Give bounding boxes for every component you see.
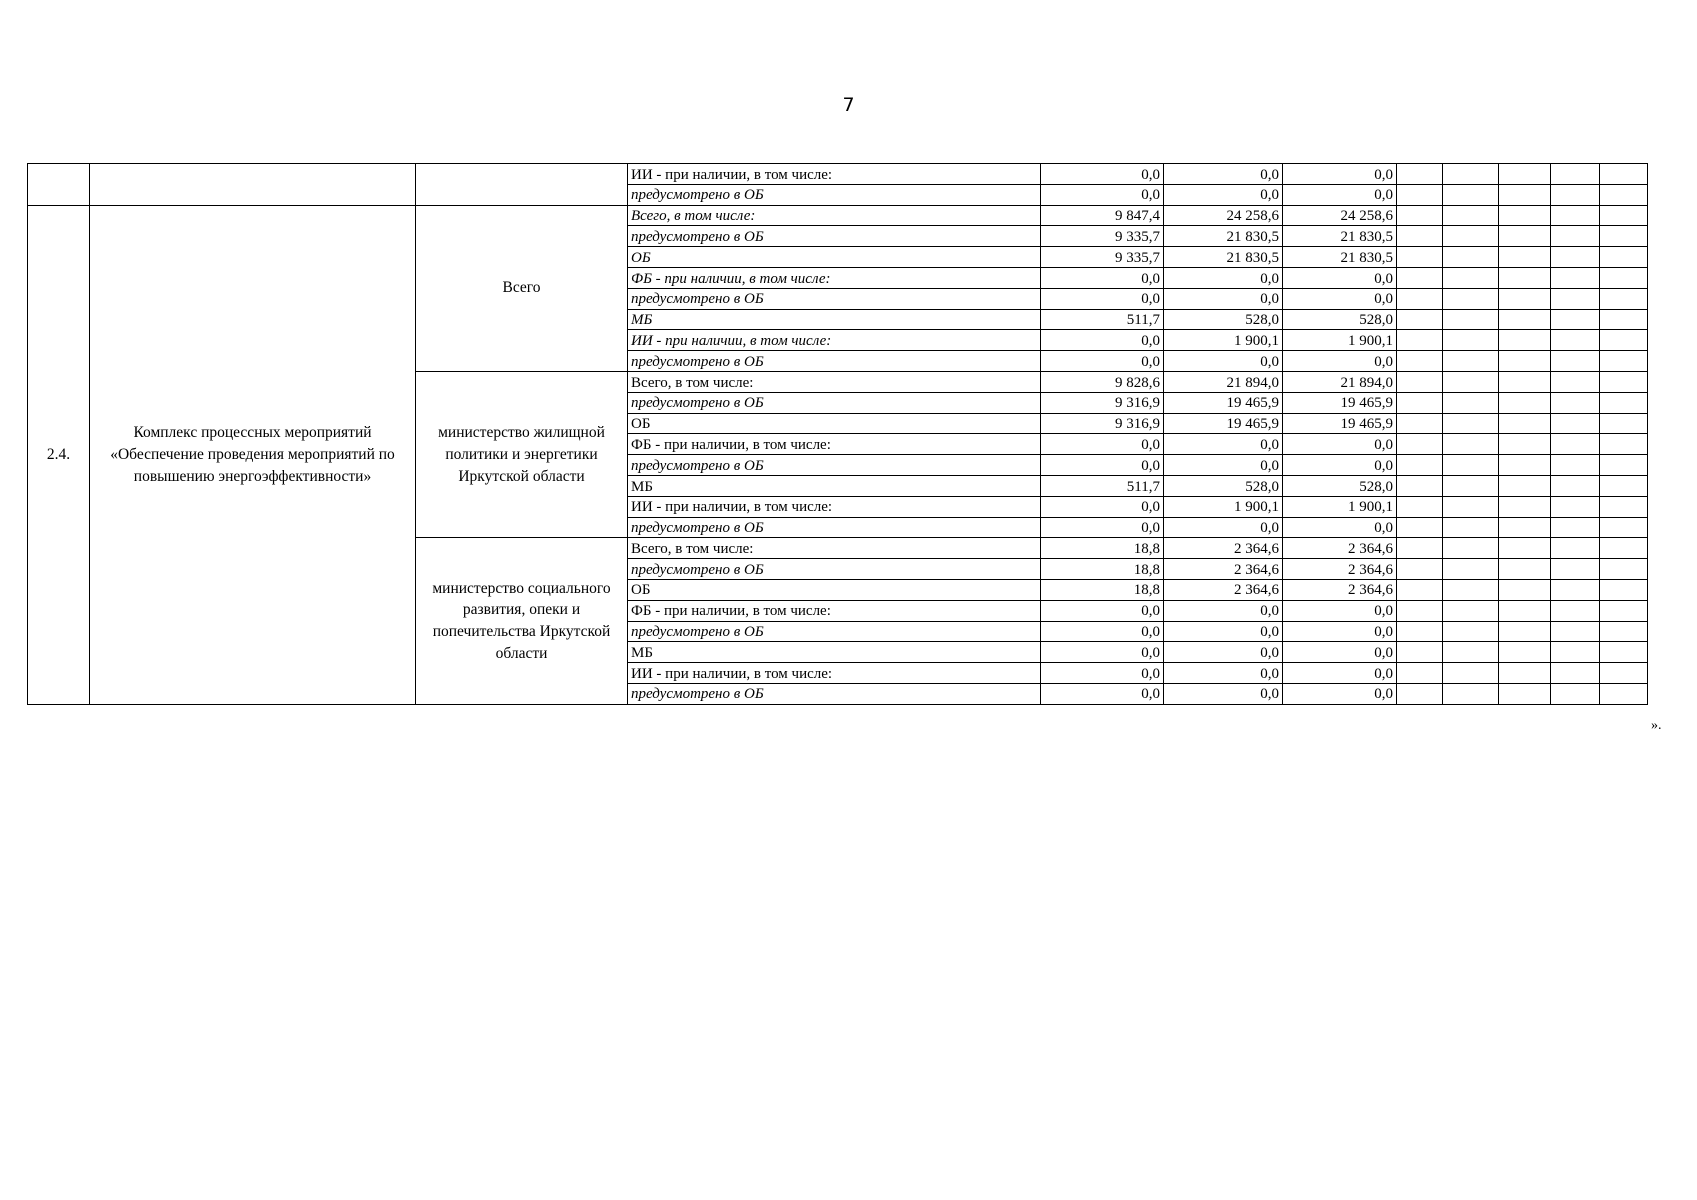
- empty-cell: [1600, 184, 1648, 205]
- amount-value: 0,0: [1041, 683, 1164, 704]
- empty-cell: [1551, 579, 1600, 600]
- empty-cell: [1551, 164, 1600, 185]
- amount-value: 0,0: [1041, 496, 1164, 517]
- amount-value: 19 465,9: [1164, 413, 1283, 434]
- empty-cell: [1551, 392, 1600, 413]
- empty-cell: [1600, 247, 1648, 268]
- empty-cell: [1397, 475, 1443, 496]
- amount-value: 0,0: [1164, 663, 1283, 684]
- empty-cell: [1443, 413, 1499, 434]
- amount-value: 18,8: [1041, 559, 1164, 580]
- empty-cell: [1600, 164, 1648, 185]
- empty-cell: [1499, 455, 1551, 476]
- table-row: [28, 164, 1648, 185]
- table-row: [28, 205, 1648, 226]
- empty-cell: [1551, 184, 1600, 205]
- empty-cell: [1397, 205, 1443, 226]
- empty-cell: [1600, 413, 1648, 434]
- empty-cell: [1600, 538, 1648, 559]
- empty-cell: [1397, 351, 1443, 372]
- empty-cell: [1443, 205, 1499, 226]
- empty-cell: [1600, 371, 1648, 392]
- empty-cell: [1499, 371, 1551, 392]
- amount-value: 2 364,6: [1164, 559, 1283, 580]
- amount-value: 0,0: [1164, 351, 1283, 372]
- empty-cell: [1397, 371, 1443, 392]
- empty-cell: [1443, 309, 1499, 330]
- funding-source-label: ОБ: [628, 579, 1041, 600]
- amount-value: 18,8: [1041, 538, 1164, 559]
- empty-cell: [1443, 247, 1499, 268]
- funding-source-label: МБ: [628, 475, 1041, 496]
- amount-value: 0,0: [1041, 642, 1164, 663]
- amount-value: 0,0: [1041, 600, 1164, 621]
- amount-value: 21 830,5: [1283, 247, 1397, 268]
- amount-value: 0,0: [1164, 288, 1283, 309]
- amount-value: 0,0: [1164, 455, 1283, 476]
- empty-cell: [1551, 683, 1600, 704]
- empty-cell: [1499, 205, 1551, 226]
- empty-cell: [1600, 309, 1648, 330]
- empty-cell: [1600, 579, 1648, 600]
- amount-value: 0,0: [1283, 455, 1397, 476]
- amount-value: 0,0: [1283, 621, 1397, 642]
- empty-cell: [1397, 184, 1443, 205]
- funding-source-label: ИИ - при наличии, в том числе:: [628, 164, 1041, 185]
- empty-cell: [1551, 434, 1600, 455]
- amount-value: 0,0: [1164, 164, 1283, 185]
- amount-value: 0,0: [1041, 330, 1164, 351]
- amount-value: 0,0: [1283, 517, 1397, 538]
- amount-value: 21 894,0: [1164, 371, 1283, 392]
- empty-cell: [1551, 247, 1600, 268]
- amount-value: 0,0: [1283, 164, 1397, 185]
- amount-value: 528,0: [1283, 475, 1397, 496]
- funding-source-label: предусмотрено в ОБ: [628, 184, 1041, 205]
- amount-value: 1 900,1: [1164, 330, 1283, 351]
- empty-cell: [1397, 517, 1443, 538]
- empty-cell: [1443, 642, 1499, 663]
- amount-value: 0,0: [1283, 642, 1397, 663]
- amount-value: 2 364,6: [1283, 559, 1397, 580]
- empty-cell: [1499, 267, 1551, 288]
- empty-cell: [1397, 496, 1443, 517]
- empty-cell: [1499, 184, 1551, 205]
- amount-value: 9 335,7: [1041, 226, 1164, 247]
- empty-cell: [1443, 288, 1499, 309]
- amount-value: 9 316,9: [1041, 413, 1164, 434]
- funding-source-label: предусмотрено в ОБ: [628, 683, 1041, 704]
- amount-value: 511,7: [1041, 309, 1164, 330]
- amount-value: 0,0: [1041, 267, 1164, 288]
- funding-source-label: предусмотрено в ОБ: [628, 351, 1041, 372]
- empty-cell: [1600, 600, 1648, 621]
- empty-cell: [1600, 226, 1648, 247]
- amount-value: 528,0: [1164, 309, 1283, 330]
- empty-cell: [1443, 621, 1499, 642]
- empty-cell: [1443, 517, 1499, 538]
- empty-cell: [1397, 413, 1443, 434]
- empty-cell: [1600, 517, 1648, 538]
- empty-cell: [1443, 184, 1499, 205]
- amount-value: 0,0: [1164, 517, 1283, 538]
- funding-source-label: ФБ - при наличии, в том числе:: [628, 267, 1041, 288]
- empty-cell: [1551, 351, 1600, 372]
- amount-value: 0,0: [1283, 663, 1397, 684]
- budget-table: [27, 163, 1648, 705]
- empty-cell: [1600, 496, 1648, 517]
- empty-cell: [1443, 559, 1499, 580]
- empty-cell: [1551, 309, 1600, 330]
- empty-cell: [1551, 538, 1600, 559]
- amount-value: 0,0: [1041, 517, 1164, 538]
- amount-value: 511,7: [1041, 475, 1164, 496]
- empty-cell: [1397, 579, 1443, 600]
- empty-cell: [1443, 392, 1499, 413]
- empty-cell: [1600, 288, 1648, 309]
- empty-cell: [1551, 226, 1600, 247]
- empty-cell: [1443, 475, 1499, 496]
- amount-value: 19 465,9: [1283, 392, 1397, 413]
- amount-value: 0,0: [1283, 184, 1397, 205]
- amount-value: 0,0: [1164, 434, 1283, 455]
- empty-cell: [1600, 683, 1648, 704]
- empty-cell: [1443, 663, 1499, 684]
- empty-cell: [1443, 496, 1499, 517]
- amount-value: 21 894,0: [1283, 371, 1397, 392]
- amount-value: 0,0: [1041, 184, 1164, 205]
- closing-quote: ».: [1651, 718, 1662, 733]
- funding-source-label: ФБ - при наличии, в том числе:: [628, 600, 1041, 621]
- funding-source-label: предусмотрено в ОБ: [628, 392, 1041, 413]
- empty-cell: [1397, 683, 1443, 704]
- amount-value: 0,0: [1283, 288, 1397, 309]
- empty-cell: [1499, 392, 1551, 413]
- amount-value: 21 830,5: [1164, 226, 1283, 247]
- empty-cell: [1499, 517, 1551, 538]
- empty-cell: [1443, 164, 1499, 185]
- amount-value: 0,0: [1283, 434, 1397, 455]
- empty-cell: [1551, 330, 1600, 351]
- amount-value: 1 900,1: [1283, 496, 1397, 517]
- empty-cell: [1551, 288, 1600, 309]
- number-cell-continued: [28, 164, 90, 206]
- amount-value: 9 847,4: [1041, 205, 1164, 226]
- amount-value: 1 900,1: [1283, 330, 1397, 351]
- empty-cell: [1499, 683, 1551, 704]
- empty-cell: [1551, 371, 1600, 392]
- amount-value: 24 258,6: [1283, 205, 1397, 226]
- empty-cell: [1499, 579, 1551, 600]
- empty-cell: [1551, 455, 1600, 476]
- amount-value: 0,0: [1041, 164, 1164, 185]
- empty-cell: [1551, 413, 1600, 434]
- funding-source-label: ОБ: [628, 413, 1041, 434]
- empty-cell: [1443, 683, 1499, 704]
- empty-cell: [1397, 434, 1443, 455]
- event-name: Комплекс процессных мероприятий «Обеспечение проведения мероприятий по повышению энергоэффективности»: [90, 205, 416, 704]
- empty-cell: [1600, 621, 1648, 642]
- empty-cell: [1551, 663, 1600, 684]
- empty-cell: [1551, 267, 1600, 288]
- funding-source-label: предусмотрено в ОБ: [628, 621, 1041, 642]
- funding-source-label: Всего, в том числе:: [628, 205, 1041, 226]
- empty-cell: [1397, 642, 1443, 663]
- empty-cell: [1499, 434, 1551, 455]
- empty-cell: [1397, 226, 1443, 247]
- empty-cell: [1397, 538, 1443, 559]
- empty-cell: [1600, 267, 1648, 288]
- amount-value: 0,0: [1164, 184, 1283, 205]
- funding-source-label: предусмотрено в ОБ: [628, 455, 1041, 476]
- empty-cell: [1600, 434, 1648, 455]
- empty-cell: [1600, 351, 1648, 372]
- funding-source-label: ОБ: [628, 247, 1041, 268]
- amount-value: 0,0: [1041, 663, 1164, 684]
- funding-source-label: предусмотрено в ОБ: [628, 517, 1041, 538]
- empty-cell: [1397, 164, 1443, 185]
- funding-source-label: МБ: [628, 642, 1041, 663]
- empty-cell: [1499, 642, 1551, 663]
- empty-cell: [1499, 600, 1551, 621]
- empty-cell: [1499, 538, 1551, 559]
- empty-cell: [1397, 288, 1443, 309]
- empty-cell: [1397, 663, 1443, 684]
- funding-source-label: предусмотрено в ОБ: [628, 559, 1041, 580]
- funding-source-label: Всего, в том числе:: [628, 538, 1041, 559]
- amount-value: 18,8: [1041, 579, 1164, 600]
- amount-value: 9 828,6: [1041, 371, 1164, 392]
- amount-value: 0,0: [1164, 600, 1283, 621]
- amount-value: 2 364,6: [1283, 538, 1397, 559]
- empty-cell: [1499, 351, 1551, 372]
- executor-name: министерство жилищной политики и энергетики Иркутской области: [416, 371, 628, 537]
- empty-cell: [1397, 392, 1443, 413]
- empty-cell: [1499, 330, 1551, 351]
- amount-value: 0,0: [1283, 683, 1397, 704]
- funding-source-label: Всего, в том числе:: [628, 371, 1041, 392]
- empty-cell: [1551, 600, 1600, 621]
- empty-cell: [1600, 392, 1648, 413]
- funding-source-label: ФБ - при наличии, в том числе:: [628, 434, 1041, 455]
- empty-cell: [1443, 267, 1499, 288]
- empty-cell: [1443, 351, 1499, 372]
- event-cell-continued: [90, 164, 416, 206]
- empty-cell: [1443, 371, 1499, 392]
- empty-cell: [1397, 247, 1443, 268]
- amount-value: 2 364,6: [1283, 579, 1397, 600]
- empty-cell: [1499, 164, 1551, 185]
- amount-value: 0,0: [1164, 683, 1283, 704]
- empty-cell: [1499, 413, 1551, 434]
- empty-cell: [1397, 330, 1443, 351]
- amount-value: 19 465,9: [1283, 413, 1397, 434]
- empty-cell: [1499, 247, 1551, 268]
- amount-value: 9 335,7: [1041, 247, 1164, 268]
- amount-value: 0,0: [1164, 621, 1283, 642]
- empty-cell: [1551, 621, 1600, 642]
- empty-cell: [1397, 455, 1443, 476]
- empty-cell: [1499, 621, 1551, 642]
- empty-cell: [1551, 559, 1600, 580]
- empty-cell: [1600, 205, 1648, 226]
- amount-value: 2 364,6: [1164, 538, 1283, 559]
- executor-name: министерство социального развития, опеки и попечительства Иркутской области: [416, 538, 628, 704]
- amount-value: 0,0: [1041, 434, 1164, 455]
- amount-value: 0,0: [1041, 351, 1164, 372]
- empty-cell: [1397, 600, 1443, 621]
- empty-cell: [1397, 559, 1443, 580]
- page-number: 7: [842, 94, 855, 116]
- funding-source-label: ИИ - при наличии, в том числе:: [628, 663, 1041, 684]
- amount-value: 0,0: [1164, 267, 1283, 288]
- empty-cell: [1397, 267, 1443, 288]
- empty-cell: [1551, 496, 1600, 517]
- empty-cell: [1600, 330, 1648, 351]
- empty-cell: [1499, 226, 1551, 247]
- amount-value: 1 900,1: [1164, 496, 1283, 517]
- empty-cell: [1600, 475, 1648, 496]
- amount-value: 0,0: [1283, 600, 1397, 621]
- empty-cell: [1397, 621, 1443, 642]
- empty-cell: [1551, 517, 1600, 538]
- empty-cell: [1443, 579, 1499, 600]
- empty-cell: [1600, 642, 1648, 663]
- amount-value: 0,0: [1164, 642, 1283, 663]
- funding-source-label: МБ: [628, 309, 1041, 330]
- amount-value: 528,0: [1283, 309, 1397, 330]
- executor-cell-continued: [416, 164, 628, 206]
- amount-value: 0,0: [1283, 267, 1397, 288]
- amount-value: 528,0: [1164, 475, 1283, 496]
- empty-cell: [1551, 205, 1600, 226]
- amount-value: 19 465,9: [1164, 392, 1283, 413]
- amount-value: 0,0: [1283, 351, 1397, 372]
- executor-name: Всего: [416, 205, 628, 371]
- table-body: [28, 164, 1648, 705]
- empty-cell: [1443, 455, 1499, 476]
- empty-cell: [1443, 538, 1499, 559]
- empty-cell: [1600, 559, 1648, 580]
- amount-value: 0,0: [1041, 288, 1164, 309]
- funding-source-label: ИИ - при наличии, в том числе:: [628, 496, 1041, 517]
- amount-value: 21 830,5: [1283, 226, 1397, 247]
- amount-value: 0,0: [1041, 455, 1164, 476]
- amount-value: 24 258,6: [1164, 205, 1283, 226]
- item-number: 2.4.: [28, 205, 90, 704]
- amount-value: 21 830,5: [1164, 247, 1283, 268]
- empty-cell: [1499, 559, 1551, 580]
- empty-cell: [1443, 600, 1499, 621]
- amount-value: 0,0: [1041, 621, 1164, 642]
- empty-cell: [1443, 330, 1499, 351]
- empty-cell: [1443, 434, 1499, 455]
- empty-cell: [1499, 309, 1551, 330]
- amount-value: 9 316,9: [1041, 392, 1164, 413]
- funding-source-label: предусмотрено в ОБ: [628, 226, 1041, 247]
- empty-cell: [1499, 496, 1551, 517]
- funding-source-label: ИИ - при наличии, в том числе:: [628, 330, 1041, 351]
- empty-cell: [1397, 309, 1443, 330]
- empty-cell: [1499, 475, 1551, 496]
- empty-cell: [1499, 288, 1551, 309]
- empty-cell: [1499, 663, 1551, 684]
- empty-cell: [1443, 226, 1499, 247]
- empty-cell: [1600, 455, 1648, 476]
- empty-cell: [1551, 475, 1600, 496]
- funding-source-label: предусмотрено в ОБ: [628, 288, 1041, 309]
- empty-cell: [1600, 663, 1648, 684]
- amount-value: 2 364,6: [1164, 579, 1283, 600]
- empty-cell: [1551, 642, 1600, 663]
